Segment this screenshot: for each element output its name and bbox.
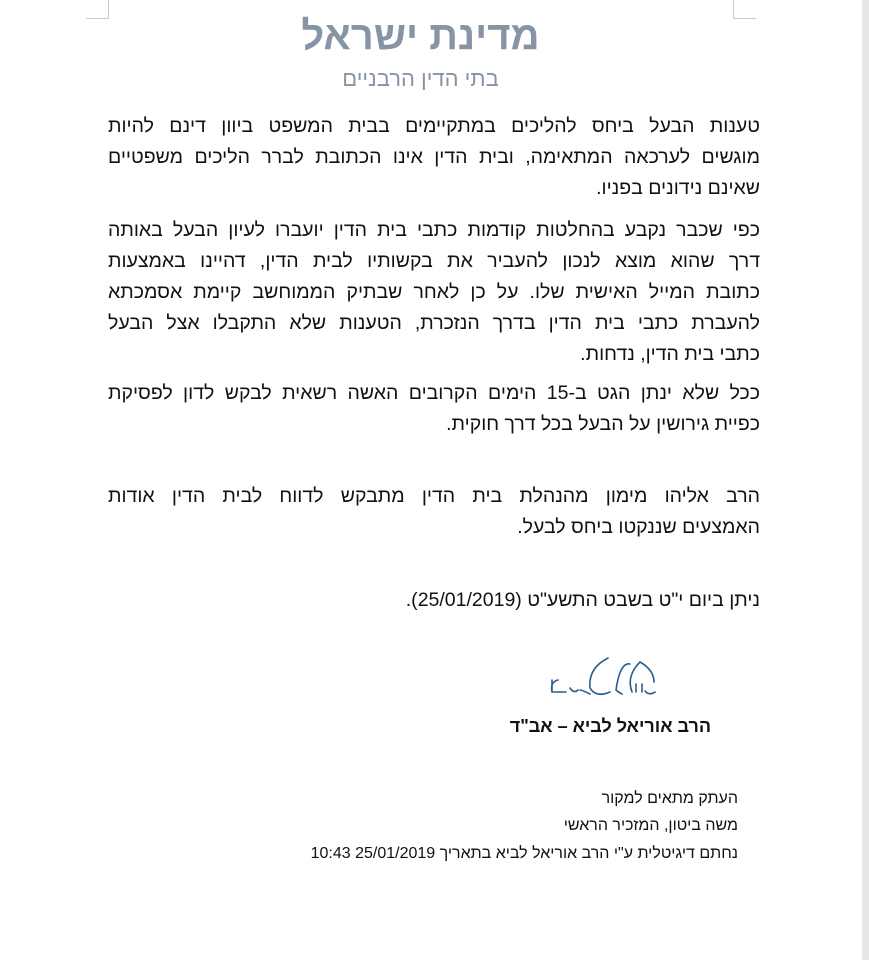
text-line: כתבי בית הדין, נדחות. bbox=[580, 343, 760, 365]
paragraph-2 bbox=[108, 215, 760, 370]
text-line: ככל שלא ינתן הגט ב-15 הימים הקרובים האשה רשאית לבקש לדון לפסיקת bbox=[108, 382, 760, 404]
text-line: כתובת המייל האישית שלו. על כן לאחר שבתיק הממוחשב קיימת אסמכתא bbox=[108, 281, 760, 303]
signatory-name: הרב אוריאל לביא – אב"ד bbox=[509, 716, 711, 736]
digital-signature-line: נחתם דיגיטלית ע"י הרב אוריאל לביא בתאריך 25/01/2019 10:43 bbox=[310, 845, 738, 862]
text-line: הרב אליהו מימון מהנהלת בית הדין מתבקש לדווח לבית הדין אודות bbox=[108, 485, 760, 507]
document-title: מדינת ישראל bbox=[301, 14, 540, 58]
text-line: כפי שכבר נקבע בהחלטות קודמות כתבי בית הדין יועברו לעיון הבעל באותה bbox=[108, 219, 760, 241]
date-line: ניתן ביום י"ט בשבט התשע"ט (25/01/2019). bbox=[405, 589, 760, 611]
text-line: מוגשים לערכאה המתאימה, ובית הדין אינו הכתובת לברר הליכים משפטיים bbox=[108, 146, 760, 168]
text-line: האמצעים שננקטו ביחס לבעל. bbox=[517, 516, 760, 538]
copy-note: העתק מתאים למקור bbox=[601, 790, 738, 807]
paragraph-1 bbox=[108, 111, 760, 204]
text-line: דרך שהוא מוצא לנכון להעביר את בקשותיו לבית הדין, דהיינו באמצעות bbox=[108, 250, 760, 272]
paragraph-3 bbox=[108, 378, 760, 440]
text-line: שאינם נידונים בפניו. bbox=[596, 177, 760, 199]
page-edge bbox=[862, 0, 869, 960]
paragraph-4 bbox=[108, 481, 760, 543]
text-line: להעברת כתבי בית הדין בדרך הנזכרת, הטענות שלא התקבלו אצל הבעל bbox=[108, 312, 760, 334]
text-line: כפיית גירושין על הבעל בכל דרך חוקית. bbox=[446, 413, 760, 435]
text-line: טענות הבעל ביחס להליכים במתקיימים בבית המשפט ביוון דינם להיות bbox=[108, 115, 760, 137]
document-subtitle: בתי הדין הרבניים bbox=[342, 66, 499, 91]
secretary-line: משה ביטון, המזכיר הראשי bbox=[563, 817, 738, 834]
handwritten-signature bbox=[530, 650, 670, 710]
